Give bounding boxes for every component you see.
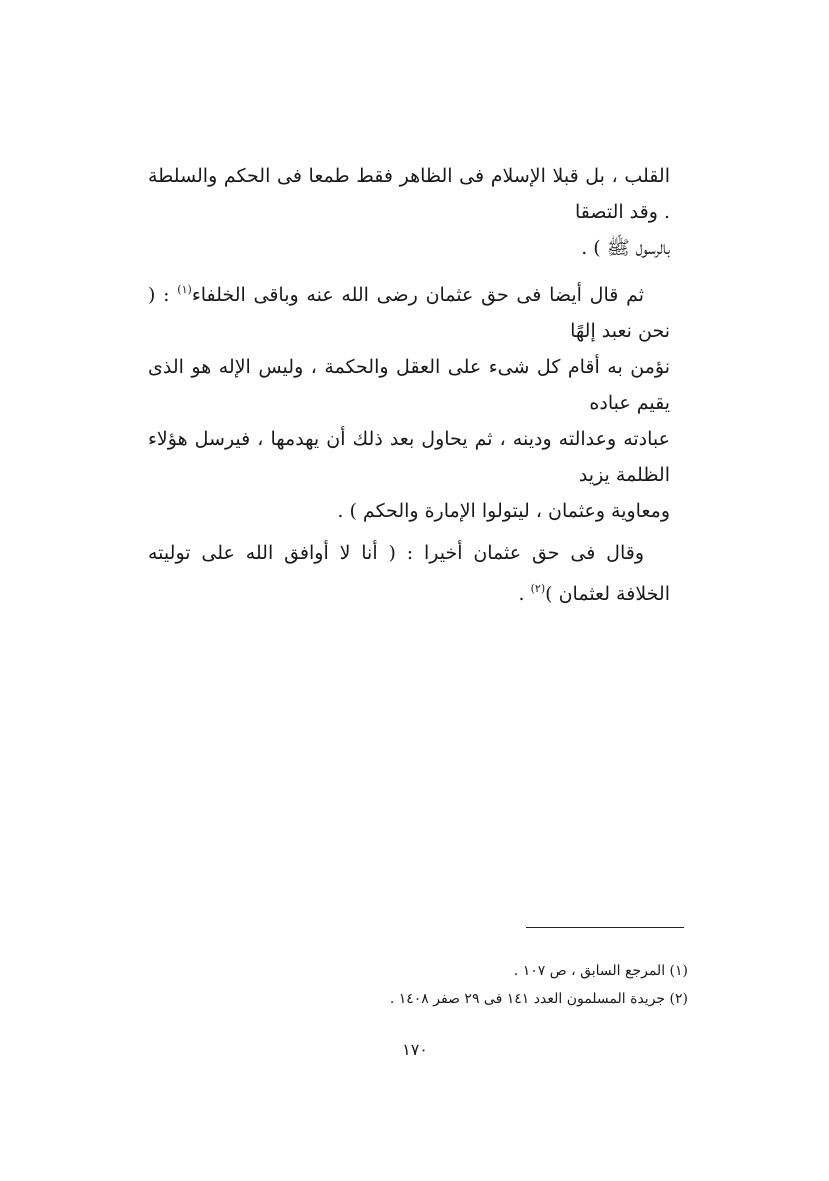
- text-line: نؤمن به أقام كل شىء على العقل والحكمة ، وليس الإله هو الذى يقيم عباده: [148, 356, 670, 414]
- text-line: ومعاوية وعثمان ، ليتولوا الإمارة والحكم ) .: [337, 500, 670, 522]
- footnote-ref-1[interactable]: (١): [177, 283, 192, 296]
- text-line: ثم قال أيضا فى حق عثمان رضى الله عنه وباقى الخلفاء: [191, 284, 644, 306]
- text-line: القلب ، بل قبلا الإسلام فى الظاهر فقط طمعا فى الحكم والسلطة . وقد التصقا: [148, 165, 670, 223]
- footnote-1: (١) المرجع السابق ، ص ١٠٧ .: [513, 963, 688, 979]
- footnotes: [360, 957, 688, 1013]
- main-text: [148, 158, 670, 612]
- text-line: عبادته وعدالته ودينه ، ثم يحاول بعد ذلك أن يهدمها ، فيرسل هؤلاء الظلمة يزيد: [148, 428, 670, 486]
- footnote-ref-2[interactable]: (٢): [530, 582, 546, 595]
- text-line-continuation: .: [518, 583, 531, 605]
- paragraph-2: [148, 272, 670, 529]
- text-line-continuation: : ( نحن نعبد إلهًا: [148, 284, 670, 342]
- footnote-divider: [526, 927, 684, 928]
- paragraph-1: [148, 158, 670, 266]
- text-line: بالرسول ﷺ ) .: [581, 237, 670, 259]
- text-line: وقال فى حق عثمان أخيرا : ( أنا لا أوافق الله على توليته الخلافة لعثمان ): [148, 542, 670, 605]
- page-number: ١٧٠: [402, 1040, 428, 1059]
- paragraph-3: [148, 535, 670, 612]
- footnote-2: (٢) جريدة المسلمون العدد ١٤١ فى ٢٩ صفر ١٤٠٨ .: [389, 991, 688, 1007]
